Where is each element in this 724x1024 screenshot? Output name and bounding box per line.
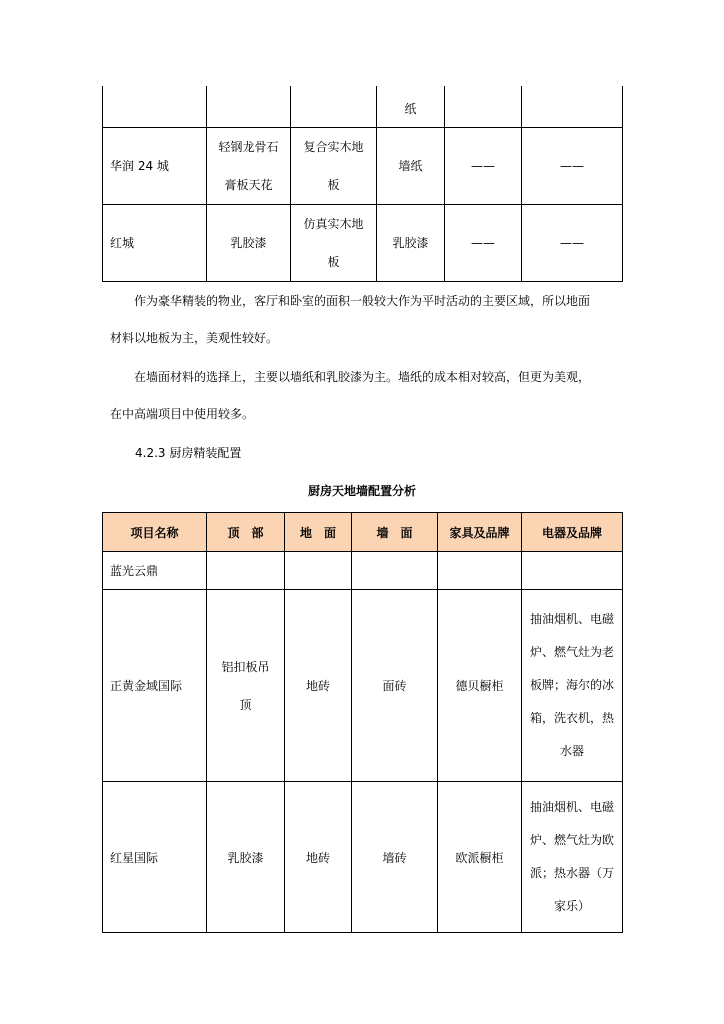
project-name-cell: 红星国际 <box>103 782 207 933</box>
cell-line: 轻钢龙骨石 <box>218 139 279 154</box>
wall-cell <box>352 552 438 590</box>
cell-line: 抽油烟机、电磁 <box>529 612 614 626</box>
furniture-cell <box>445 86 522 127</box>
table-row <box>103 127 623 204</box>
table-row <box>103 590 623 782</box>
ceiling-cell: 乳胶漆 <box>207 782 285 933</box>
column-header: 顶 部 <box>207 513 285 552</box>
paragraph-line: 在中高端项目中使用较多。 <box>110 407 255 421</box>
wall-cell: 乳胶漆 <box>377 204 445 281</box>
wall-cell: 纸 <box>377 86 445 127</box>
cell-line: 派；热水器（万 <box>529 866 614 880</box>
floor-cell <box>291 86 377 127</box>
table-row <box>103 782 623 933</box>
column-header: 项目名称 <box>103 513 207 552</box>
paragraph-flooring <box>110 292 622 352</box>
appliances-cell: —— <box>522 204 623 281</box>
section-heading: 4.2.3 厨房精装配置 <box>135 446 242 460</box>
table-row <box>103 86 623 127</box>
column-header: 墙 面 <box>352 513 438 552</box>
cell-line: 板牌；海尔的冰 <box>529 678 614 692</box>
cell-line: 板 <box>327 254 340 269</box>
paragraph-line: 材料以地板为主，美观性较好。 <box>110 331 279 345</box>
project-name-cell: 正黄金域国际 <box>103 590 207 782</box>
ceiling-cell <box>207 590 285 782</box>
floor-cell <box>291 204 377 281</box>
table-header-row <box>103 513 623 552</box>
appliances-cell: —— <box>522 127 623 204</box>
wall-cell: 墙纸 <box>377 127 445 204</box>
paragraph-line: 在墙面材料的选择上，主要以墙纸和乳胶漆为主。墙纸的成本相对较高，但更为美观， <box>134 370 591 384</box>
furniture-cell <box>438 552 522 590</box>
ceiling-cell <box>207 127 291 204</box>
furniture-cell: —— <box>445 127 522 204</box>
appliances-cell <box>522 552 623 590</box>
cell-line: 仿真实木地 <box>303 216 364 231</box>
cell-line: 抽油烟机、电磁 <box>529 800 614 814</box>
project-name-cell <box>103 86 207 127</box>
cell-line: 水器 <box>559 744 584 758</box>
project-name-cell: 红城 <box>103 204 207 281</box>
furniture-cell: —— <box>445 204 522 281</box>
floor-cell <box>285 552 352 590</box>
cell-line: 箱，洗衣机，热 <box>529 711 614 725</box>
table-row <box>103 204 623 281</box>
appliances-cell <box>522 590 623 782</box>
cell-line: 铝扣板吊 <box>221 659 270 674</box>
wall-cell: 墙砖 <box>352 782 438 933</box>
project-name-cell: 蓝光云鼎 <box>103 552 207 590</box>
table-row <box>103 552 623 590</box>
column-header: 电器及品牌 <box>522 513 623 552</box>
ceiling-cell <box>207 86 291 127</box>
floor-cell: 地砖 <box>285 590 352 782</box>
paragraph-walls <box>110 368 622 428</box>
appliances-cell <box>522 86 623 127</box>
ceiling-cell: 乳胶漆 <box>207 204 291 281</box>
furniture-cell: 欧派橱柜 <box>438 782 522 933</box>
appliances-cell <box>522 782 623 933</box>
ceiling-cell <box>207 552 285 590</box>
cell-line: 膏板天花 <box>224 177 273 192</box>
kitchen-config-table <box>102 512 623 933</box>
furniture-cell: 德贝橱柜 <box>438 590 522 782</box>
materials-table-continued <box>102 86 623 282</box>
floor-cell <box>291 127 377 204</box>
project-name-cell: 华润 24 城 <box>103 127 207 204</box>
cell-line: 板 <box>327 177 340 192</box>
wall-cell: 面砖 <box>352 590 438 782</box>
cell-line: 炉、燃气灶为欧 <box>529 833 614 847</box>
cell-line: 顶 <box>239 697 252 712</box>
column-header: 地 面 <box>285 513 352 552</box>
cell-line: 复合实木地 <box>303 139 364 154</box>
table-title: 厨房天地墙配置分析 <box>307 484 416 498</box>
paragraph-line: 作为豪华精装的物业，客厅和卧室的面积一般较大作为平时活动的主要区域，所以地面 <box>134 294 591 308</box>
column-header: 家具及品牌 <box>438 513 522 552</box>
floor-cell: 地砖 <box>285 782 352 933</box>
cell-line: 炉、燃气灶为老 <box>529 645 614 659</box>
cell-line: 家乐） <box>553 899 590 913</box>
